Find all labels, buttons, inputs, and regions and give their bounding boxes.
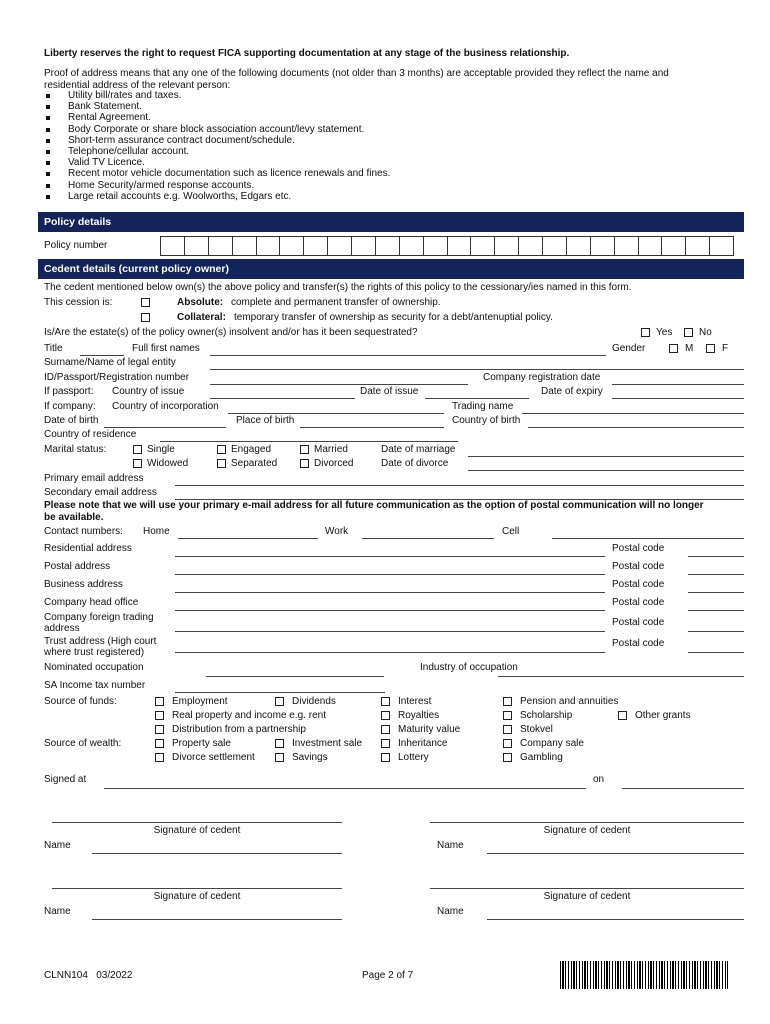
surname-label: Surname/Name of legal entity [44,357,176,368]
list-item: Bank Statement. [68,101,142,112]
bullet-icon [46,116,50,120]
gender-f-checkbox[interactable] [706,344,715,353]
country-issue-label: Country of issue [112,386,185,397]
pension-checkbox[interactable] [503,697,512,706]
separated-label: Separated [231,458,278,469]
engaged-label: Engaged [231,444,272,455]
postal-postal-code-field[interactable] [688,574,744,575]
source-of-funds-label: Source of funds: [44,696,117,707]
source-of-wealth-label: Source of wealth: [44,738,122,749]
collateral-checkbox[interactable] [141,313,150,322]
proof-text-1: Proof of address means that any one of the following documents (not older than 3 months) are acceptable provided they reflect the name and [44,68,669,79]
name-field-3[interactable] [92,919,342,920]
maturity-label: Maturity value [398,724,461,735]
name-label-2: Name [437,840,464,851]
engaged-checkbox[interactable] [217,445,226,454]
property-sale-label: Property sale [172,738,231,749]
cob-label: Country of birth [452,415,521,426]
distribution-checkbox[interactable] [155,725,164,734]
foreign-address-label-2: address [44,623,80,634]
residential-postal-code-field[interactable] [688,556,744,557]
home-number-field[interactable] [178,538,318,539]
bullet-icon [46,105,50,109]
lottery-label: Lottery [398,752,429,763]
cedent-intro: The cedent mentioned below own(s) the above policy and transfer(s) the rights of this policy to the cessionary/ies named in this form. [44,282,632,293]
country-issue-field[interactable] [210,398,355,399]
postal-address-field[interactable] [175,574,605,575]
interest-label: Interest [398,696,432,707]
bullet-icon [46,184,50,188]
primary-email-label: Primary email address [44,473,144,484]
bullet-icon [46,128,50,132]
trading-name-label: Trading name [452,401,514,412]
date-expiry-field[interactable] [612,398,744,399]
head-office-label: Company head office [44,597,139,608]
signature-label-3: Signature of cedent [153,891,241,902]
postal-code-label: Postal code [612,579,665,590]
industry-field[interactable] [498,676,744,677]
yes-label: Yes [656,327,673,338]
id-number-field[interactable] [210,384,468,385]
signed-on-field[interactable] [622,788,744,789]
dividends-label: Dividends [292,696,336,707]
gambling-checkbox[interactable] [503,753,512,762]
signature-label-1: Signature of cedent [153,825,241,836]
form-code: CLNN104 03/2022 [44,970,133,981]
gender-label: Gender [612,343,646,354]
list-item: Large retail accounts e.g. Woolworths, Edgars etc. [68,191,292,202]
bullet-icon [46,161,50,165]
company-sale-checkbox[interactable] [503,739,512,748]
divorce-settlement-label: Divorce settlement [172,752,255,763]
company-sale-label: Company sale [520,738,584,749]
policy-details-header: Policy details [38,212,744,232]
first-names-field[interactable] [210,355,606,356]
residence-field[interactable] [160,441,458,442]
investment-sale-label: Investment sale [292,738,363,749]
foreign-postal-code-field[interactable] [688,631,744,632]
signed-at-field[interactable] [104,788,586,789]
surname-field[interactable] [210,369,744,370]
scholarship-label: Scholarship [520,710,573,721]
date-marriage-field[interactable] [468,456,744,457]
gender-m-label: M [685,343,694,354]
list-item: Recent motor vehicle documentation such as licence renewals and fines. [68,168,391,179]
widowed-label: Widowed [147,458,189,469]
country-incorp-field[interactable] [228,413,444,414]
maturity-checkbox[interactable] [381,725,390,734]
policy-number-input[interactable] [160,236,734,256]
signature-line-2[interactable] [430,822,744,823]
gambling-label: Gambling [520,752,563,763]
scholarship-checkbox[interactable] [503,711,512,720]
date-issue-label: Date of issue [360,386,419,397]
pob-field[interactable] [300,427,444,428]
signature-line-4[interactable] [430,888,744,889]
if-company-label: If company: [44,401,96,412]
foreign-address-label-1: Company foreign trading [44,612,154,623]
trust-address-label-2: where trust registered) [44,647,145,658]
other-grants-checkbox[interactable] [618,711,627,720]
date-divorce-field[interactable] [468,470,744,471]
list-item: Short-term assurance contract document/schedule. [68,135,295,146]
tax-number-label: SA Income tax number [44,680,146,691]
residential-label: Residential address [44,543,132,554]
list-item: Body Corporate or share block association account/levy statement. [68,124,365,135]
if-passport-label: If passport: [44,386,94,397]
email-note-1: Please note that we will use your primary e-mail address for all future communication as the option of postal communication will no longer [44,500,704,511]
separated-checkbox[interactable] [217,459,226,468]
name-label-4: Name [437,906,464,917]
work-number-field[interactable] [362,538,494,539]
name-field-1[interactable] [92,853,342,854]
distribution-label: Distribution from a partnership [172,724,306,735]
married-label: Married [314,444,348,455]
name-field-2[interactable] [487,853,744,854]
on-label: on [593,774,605,785]
royalties-checkbox[interactable] [381,711,390,720]
bullet-icon [46,150,50,154]
dividends-checkbox[interactable] [275,697,284,706]
single-checkbox[interactable] [133,445,142,454]
primary-email-field[interactable] [175,485,744,486]
gender-m-checkbox[interactable] [669,344,678,353]
cession-label: This cession is: [44,297,113,308]
collateral-label: Collateral: [177,312,226,323]
collateral-desc: temporary transfer of ownership as security for a debt/antenuptial policy. [234,312,553,323]
foreign-address-field[interactable] [175,631,605,632]
stokvel-checkbox[interactable] [503,725,512,734]
list-item: Valid TV Licence. [68,157,145,168]
head-office-postal-code-field[interactable] [688,610,744,611]
trust-address-label-1: Trust address (High court [44,636,157,647]
no-label: No [699,327,712,338]
trust-address-field[interactable] [175,652,605,653]
trading-name-field[interactable] [522,413,744,414]
fica-heading: Liberty reserves the right to request FICA supporting documentation at any stage of the business relationship. [44,48,570,59]
industry-label: Industry of occupation [420,662,518,673]
absolute-desc: complete and permanent transfer of ownership. [231,297,441,308]
absolute-checkbox[interactable] [141,298,150,307]
dob-label: Date of birth [44,415,99,426]
cell-number-field[interactable] [552,538,744,539]
bullet-icon [46,94,50,98]
divorced-label: Divorced [314,458,354,469]
company-reg-date-label: Company registration date [483,372,601,383]
home-label: Home [143,526,170,537]
absolute-label: Absolute: [177,297,224,308]
title-label: Title [44,343,63,354]
other-grants-label: Other grants [635,710,691,721]
royalties-label: Royalties [398,710,440,721]
residential-field[interactable] [175,556,605,557]
secondary-email-label: Secondary email address [44,487,157,498]
widowed-checkbox[interactable] [133,459,142,468]
first-names-label: Full first names [132,343,200,354]
business-address-field[interactable] [175,592,605,593]
postal-code-label: Postal code [612,561,665,572]
signature-line-1[interactable] [52,822,342,823]
list-item: Telephone/cellular account. [68,146,190,157]
date-marriage-label: Date of marriage [381,444,456,455]
married-checkbox[interactable] [300,445,309,454]
page-number: Page 2 of 7 [362,970,414,981]
business-address-label: Business address [44,579,123,590]
single-label: Single [147,444,175,455]
property-sale-checkbox[interactable] [155,739,164,748]
signature-line-3[interactable] [52,888,342,889]
cedent-details-header: Cedent details (current policy owner) [38,259,744,279]
date-issue-field[interactable] [425,398,529,399]
pob-label: Place of birth [236,415,295,426]
marital-label: Marital status: [44,444,107,455]
list-item: Utility bill/rates and taxes. [68,90,182,101]
postal-code-label: Postal code [612,597,665,608]
list-item: Rental Agreement. [68,112,151,123]
postal-address-label: Postal address [44,561,111,572]
real-property-checkbox[interactable] [155,711,164,720]
name-label-3: Name [44,906,71,917]
savings-checkbox[interactable] [275,753,284,762]
real-property-label: Real property and income e.g. rent [172,710,326,721]
cob-field[interactable] [528,427,744,428]
dob-field[interactable] [104,427,226,428]
gender-f-label: F [722,343,729,354]
stokvel-label: Stokvel [520,724,553,735]
list-item: Home Security/armed response accounts. [68,180,255,191]
tax-number-field[interactable] [175,692,385,693]
lottery-checkbox[interactable] [381,753,390,762]
inheritance-checkbox[interactable] [381,739,390,748]
bullet-icon [46,139,50,143]
barcode-icon [560,961,728,989]
interest-checkbox[interactable] [381,697,390,706]
postal-code-label: Postal code [612,617,665,628]
divorce-settlement-checkbox[interactable] [155,753,164,762]
bullet-icon [46,195,50,199]
insolvent-question: Is/Are the estate(s) of the policy owner(s) insolvent and/or has it been sequestrated? [44,327,418,338]
head-office-field[interactable] [175,610,605,611]
postal-code-label: Postal code [612,638,665,649]
country-incorp-label: Country of incorporation [112,401,219,412]
policy-number-label: Policy number [44,240,108,251]
signature-label-2: Signature of cedent [543,825,631,836]
occupation-field[interactable] [206,676,384,677]
proof-text-2: residential address of the relevant person: [44,80,231,91]
company-reg-date-field[interactable] [612,384,744,385]
savings-label: Savings [292,752,328,763]
date-expiry-label: Date of expiry [541,386,603,397]
title-field[interactable] [80,355,124,356]
bullet-icon [46,172,50,176]
id-number-label: ID/Passport/Registration number [44,372,190,383]
contact-label: Contact numbers: [44,526,123,537]
trust-postal-code-field[interactable] [688,652,744,653]
name-label-1: Name [44,840,71,851]
insolvent-yes-checkbox[interactable] [641,328,650,337]
postal-code-label: Postal code [612,543,665,554]
date-divorce-label: Date of divorce [381,458,449,469]
cell-label: Cell [502,526,520,537]
pension-label: Pension and annuities [520,696,619,707]
employment-checkbox[interactable] [155,697,164,706]
work-label: Work [325,526,349,537]
signature-label-4: Signature of cedent [543,891,631,902]
investment-sale-checkbox[interactable] [275,739,284,748]
signed-at-label: Signed at [44,774,87,785]
employment-label: Employment [172,696,228,707]
divorced-checkbox[interactable] [300,459,309,468]
inheritance-label: Inheritance [398,738,448,749]
name-field-4[interactable] [487,919,744,920]
occupation-label: Nominated occupation [44,662,144,673]
insolvent-no-checkbox[interactable] [684,328,693,337]
residence-label: Country of residence [44,429,137,440]
business-postal-code-field[interactable] [688,592,744,593]
email-note-2: be available. [44,512,104,523]
